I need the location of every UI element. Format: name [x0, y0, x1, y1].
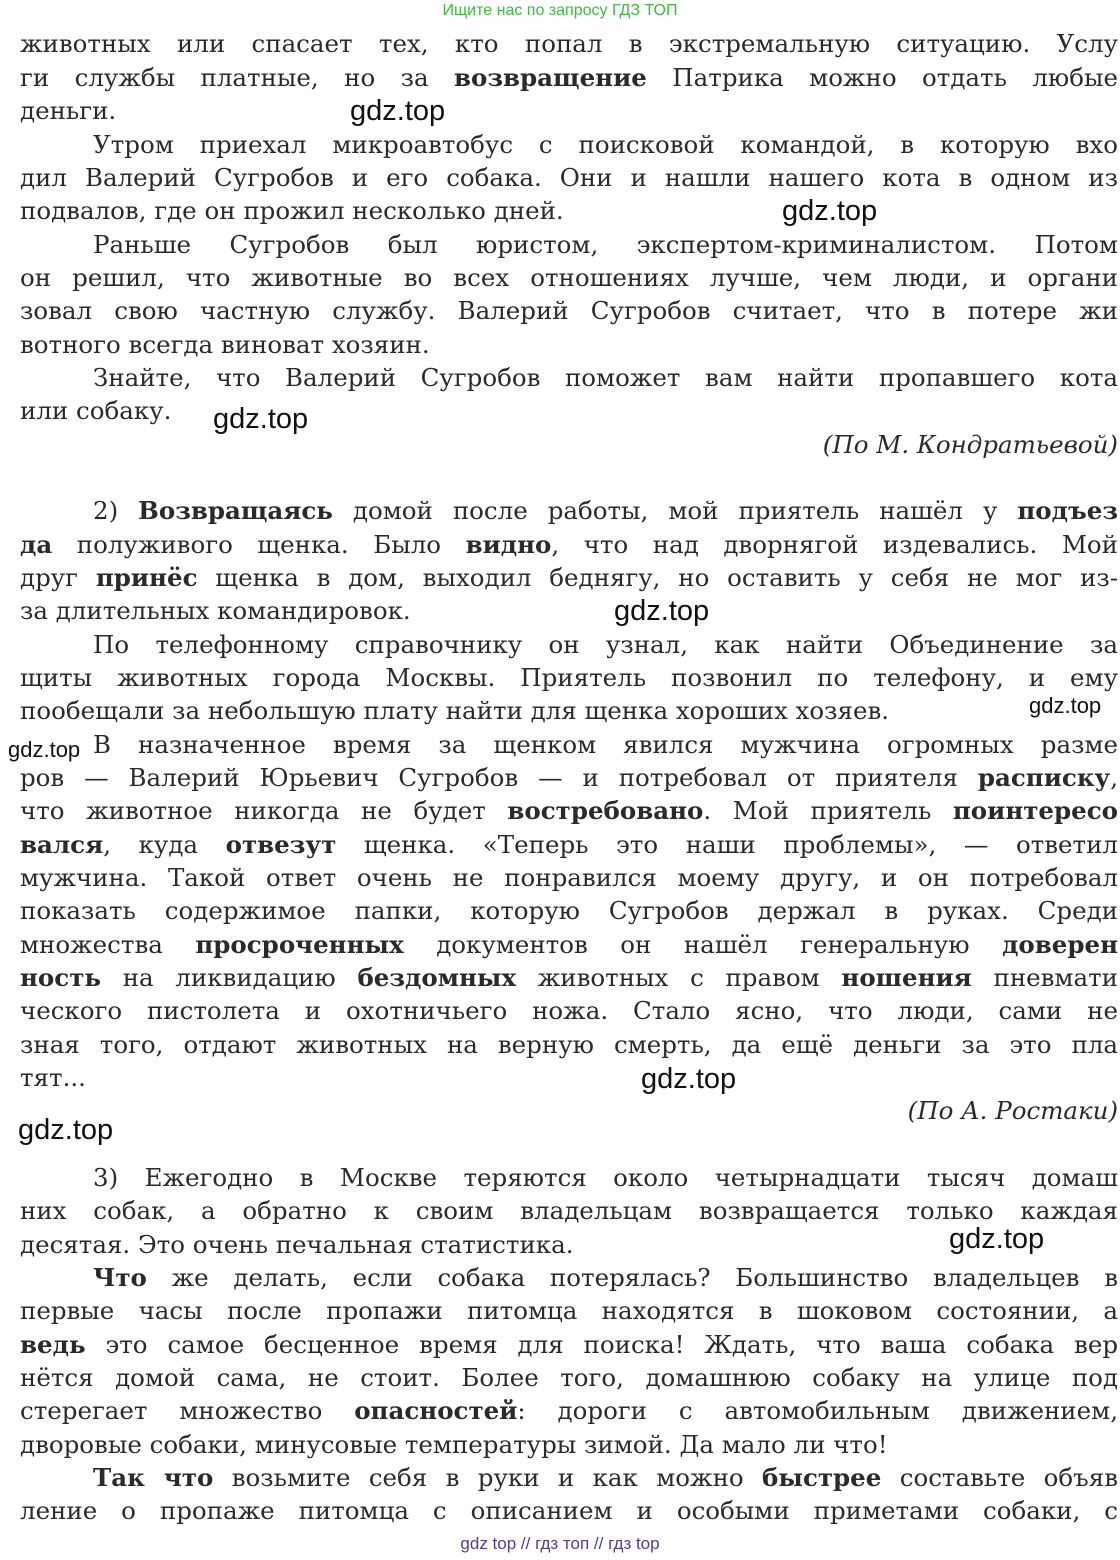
text-line — [20, 928, 1118, 961]
text-segment: Знайте, что Валерий Сугробов поможет вам найти пропавшего кота — [93, 363, 1118, 392]
text-line — [20, 961, 1118, 994]
text-line — [20, 794, 1118, 827]
text-line — [20, 1461, 1118, 1494]
text-segment: , куда — [103, 830, 226, 859]
search-banner: Ищите нас по запросу ГДЗ ТОП — [442, 2, 678, 19]
text-segment: нётся домой сама, не стоит. Более того, домашнюю собаку на улице под — [20, 1363, 1118, 1392]
text-segment: 2) — [93, 496, 139, 525]
text-line — [20, 1394, 1118, 1427]
bold-word: Возвращаясь — [138, 496, 333, 525]
text-segment: это самое бесценное время для поиска! Ждать, что ваша собака вер — [85, 1330, 1118, 1359]
watermark: gdz.top — [1029, 693, 1102, 718]
text-line — [20, 1261, 1118, 1294]
text-segment: полуживого щенка. Было — [52, 530, 466, 559]
bold-word: принёс — [95, 563, 198, 592]
text-segment: , — [1110, 763, 1118, 792]
bold-word: отвезут — [225, 830, 337, 859]
text-line — [20, 894, 1118, 927]
text-segment: стерегает множество — [20, 1396, 355, 1425]
text-line — [20, 861, 1118, 894]
text-line — [20, 661, 1118, 694]
bold-word: ведь — [20, 1330, 86, 1359]
text-line — [20, 561, 1118, 594]
text-line — [20, 694, 1118, 727]
text-segment: или собаку. — [20, 396, 172, 425]
watermark: gdz.top — [614, 595, 710, 627]
text-line — [20, 261, 1118, 294]
text-segment: животных с правом — [516, 963, 842, 992]
bold-word: Что — [93, 1263, 147, 1292]
text-segment: показать содержимое папки, которую Сугробов держал в руках. Среди — [20, 896, 1118, 925]
bold-word: Так что — [93, 1463, 214, 1492]
text-segment: ров — Валерий Юрьевич Сугробов — и потребовал от приятеля — [20, 763, 978, 792]
text-segment: что животное никогда не будет — [20, 796, 508, 825]
text-segment: множества — [20, 930, 196, 959]
bold-word: видно — [465, 530, 552, 559]
text-line — [20, 228, 1118, 261]
text-segment: Раньше Сугробов был юристом, экспертом-криминалистом. Потом — [93, 230, 1118, 259]
text-segment: . Мой приятель — [703, 796, 953, 825]
footer-watermark: gdz top // гдз топ // гдз top — [460, 1534, 660, 1553]
text-segment: зная того, отдают животных на верную смерть, да ещё деньги за это пла — [20, 1030, 1118, 1059]
attribution-line — [20, 1094, 1118, 1127]
text-segment: Патрика можно отдать любые — [646, 63, 1118, 92]
text-line — [20, 361, 1118, 394]
text-segment: за длительных командировок. — [20, 596, 411, 625]
bold-word: расписку — [977, 763, 1111, 792]
text-segment: ги службы платные, но за — [20, 63, 455, 92]
bold-word: поинтересо — [952, 796, 1118, 825]
watermark: gdz.top — [8, 737, 81, 762]
text-segment: Утром приехал микроавтобус с поисковой командой, в которую вхо — [93, 130, 1118, 159]
bold-word: возвращение — [454, 63, 647, 92]
text-segment: (По М. Кондратьевой) — [822, 430, 1118, 459]
bold-word: быстрее — [762, 1463, 882, 1492]
text-segment: документов он нашёл генеральную — [403, 930, 1003, 959]
text-segment: , что над дворнягой издевались. Мой — [551, 530, 1118, 559]
bold-word: вался — [20, 830, 104, 859]
text-line — [20, 1028, 1118, 1061]
text-line — [20, 161, 1118, 194]
text-segment: друг — [20, 563, 96, 592]
watermark: gdz.top — [213, 403, 309, 435]
text-segment: он решил, что животные во всех отношениях лучше, чем люди, и органи — [20, 263, 1118, 292]
text-line — [20, 61, 1118, 94]
text-line — [20, 27, 1118, 60]
text-line — [20, 494, 1118, 527]
text-segment: деньги. — [20, 96, 117, 125]
text-segment: десятая. Это очень печальная статистика. — [20, 1230, 574, 1259]
text-segment: (По А. Ростаки) — [907, 1096, 1118, 1125]
text-segment: на ликвидацию — [101, 963, 358, 992]
text-segment: же делать, если собака потерялась? Большинство владельцев в — [146, 1263, 1118, 1292]
text-segment: животных или спасает тех, кто попал в экстремальную ситуацию. Услу — [20, 29, 1118, 58]
text-line — [20, 194, 1118, 227]
watermark: gdz.top — [350, 95, 446, 127]
text-segment: мужчина. Такой ответ очень не понравился моему другу, и он потребовал — [20, 863, 1118, 892]
text-line — [20, 294, 1118, 327]
bold-word: бездомных — [357, 963, 517, 992]
bold-word: ность — [20, 963, 102, 992]
text-segment: В назначенное время за щенком явился мужчина огромных разме — [93, 730, 1118, 759]
text-segment: ческого пистолета и охотничьего ножа. Стало ясно, что люди, сами не — [20, 996, 1118, 1025]
text-line — [20, 1294, 1118, 1327]
bold-word: доверен — [1002, 930, 1118, 959]
text-line — [20, 94, 1118, 127]
text-line — [20, 128, 1118, 161]
text-line — [20, 994, 1118, 1027]
bold-word: просроченных — [195, 930, 404, 959]
text-segment: 3) Ежегодно в Москве теряются около четырнадцати тысяч домаш — [93, 1163, 1118, 1192]
text-segment: дворовые собаки, минусовые температуры зимой. Да мало ли что! — [20, 1430, 888, 1459]
text-line — [20, 1428, 1118, 1461]
text-segment: дил Валерий Сугробов и его собака. Они и нашли нашего кота в одном из — [20, 163, 1118, 192]
text-line — [20, 1161, 1118, 1194]
watermark: gdz.top — [18, 1114, 114, 1146]
bold-word: да — [20, 530, 53, 559]
watermark: gdz.top — [949, 1223, 1045, 1255]
text-segment: первые часы после пропажи питомца находятся в шоковом состоянии, а — [20, 1296, 1118, 1325]
text-line — [20, 1494, 1118, 1527]
text-line — [20, 761, 1118, 794]
text-line — [20, 628, 1118, 661]
text-segment: домой после работы, мой приятель нашёл у — [332, 496, 1018, 525]
bold-word: востребовано — [507, 796, 704, 825]
text-segment: щенка. «Теперь это наши проблемы», — ответил — [336, 830, 1118, 859]
text-line — [20, 328, 1118, 361]
bold-word: ношения — [841, 963, 972, 992]
text-line — [20, 1061, 1118, 1094]
text-line — [20, 528, 1118, 561]
text-segment: ление о пропаже питомца с описанием и особыми приметами собаки, с — [20, 1496, 1118, 1525]
watermark: gdz.top — [782, 195, 878, 227]
text-segment: возьмите себя в руки и как можно — [213, 1463, 763, 1492]
text-line — [20, 394, 1118, 427]
text-line — [20, 1328, 1118, 1361]
bold-word: опасностей — [354, 1396, 518, 1425]
text-segment: щиты животных города Москвы. Приятель позвонил по телефону, и ему — [20, 663, 1118, 692]
text-line — [20, 828, 1118, 861]
text-segment: них собак, а обратно к своим владельцам возвращается только каждая — [20, 1196, 1118, 1225]
text-segment: тят... — [20, 1063, 86, 1092]
text-segment: зовал свою частную службу. Валерий Сугробов считает, что в потере жи — [20, 296, 1118, 325]
bold-word: подъез — [1017, 496, 1118, 525]
text-segment: вотного всегда виноват хозяин. — [20, 330, 430, 359]
text-line — [20, 594, 1118, 627]
text-line — [20, 728, 1118, 761]
watermark: gdz.top — [641, 1063, 737, 1095]
text-segment: пневмати — [971, 963, 1118, 992]
text-segment: По телефонному справочнику он узнал, как найти Объединение за — [93, 630, 1118, 659]
text-segment: составьте объяв — [881, 1463, 1118, 1492]
text-segment: подвалов, где он прожил несколько дней. — [20, 196, 564, 225]
text-segment: пообещали за небольшую плату найти для щенка хороших хозяев. — [20, 696, 890, 725]
attribution-line — [20, 428, 1118, 461]
text-line — [20, 1361, 1118, 1394]
text-segment: щенка в дом, выходил беднягу, но оставить у себя не мог из- — [197, 563, 1118, 592]
text-segment: : дороги с автомобильным движением, — [517, 1396, 1118, 1425]
